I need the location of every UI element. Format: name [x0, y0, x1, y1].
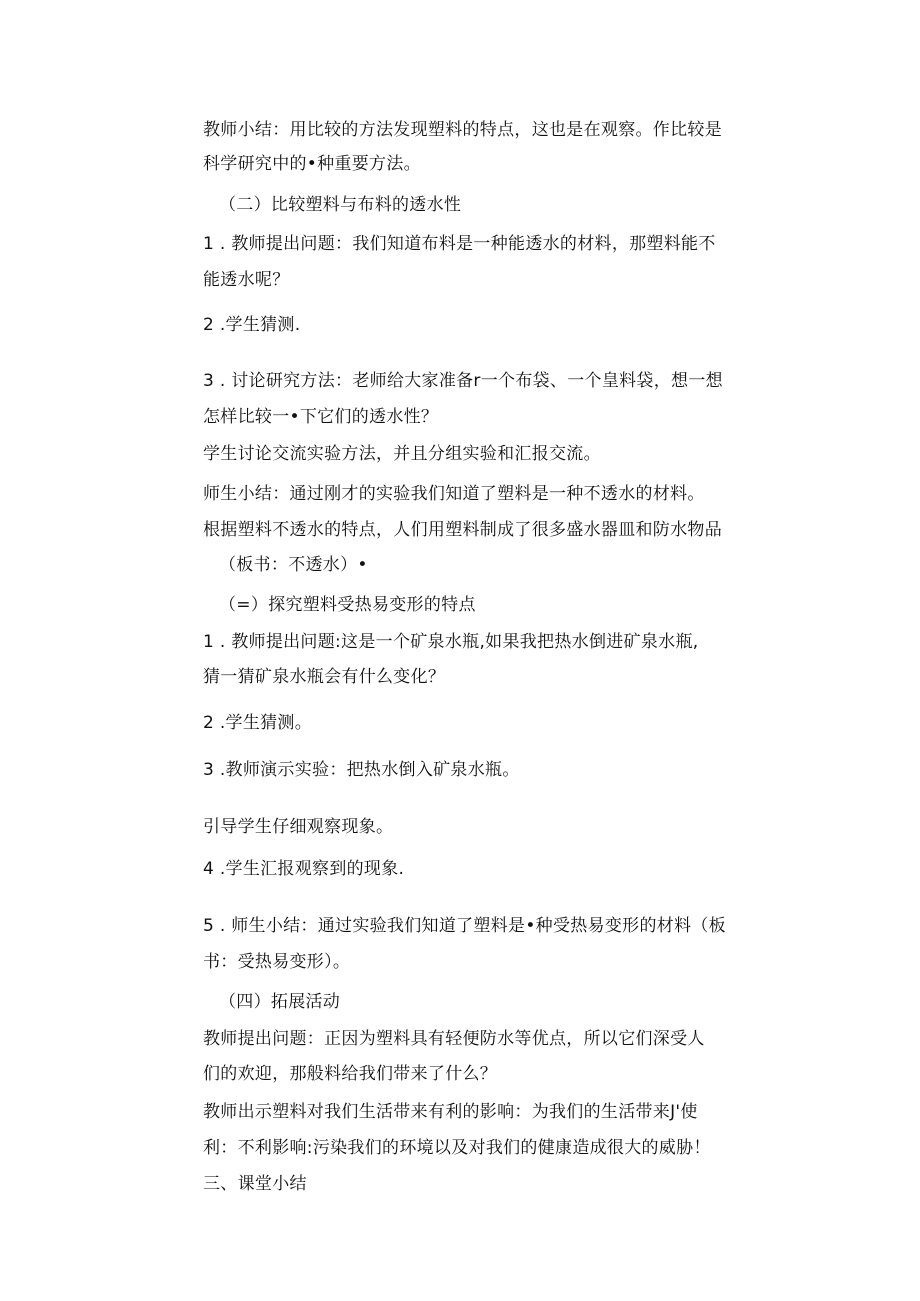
text-line-23: 教师提出问题：正因为塑料具有轻便防水等优点，所以它们深受人 [203, 1029, 705, 1049]
section-heading-3: （=）探究塑料受热易变形的特点 [219, 595, 476, 615]
section-heading-4: （四）拓展活动 [219, 992, 341, 1012]
text-line-9: 学生讨论交流实验方法，并且分组实验和汇报交流。 [203, 444, 601, 464]
text-line-7: 3 . 讨论研究方法：老师给大家准备r一个布袋、一个皇料袋，想一想 [203, 371, 723, 391]
text-line-12: （板书：不透水）• [219, 555, 368, 575]
text-line-10: 师生小结：通过刚才的实验我们知道了塑料是一种不透水的材料。 [203, 484, 705, 504]
text-line-25: 教师出示塑料对我们生活带来有利的影响：为我们的生活带来J'使 [203, 1102, 698, 1122]
text-line-24: 们的欢迎，那般料给我们带来了什么？ [203, 1064, 498, 1084]
text-line-6: 2 .学生猜测. [203, 315, 301, 335]
text-line-4: 1 . 教师提出问题：我们知道布料是一种能透水的材料，那塑料能不 [203, 234, 716, 254]
text-line-14: 1 . 教师提出问题:这是一个矿泉水瓶,如果我把热水倒进矿泉水瓶, [203, 632, 699, 652]
text-line-17: 3 .教师演示实验：把热水倒入矿泉水瓶。 [203, 760, 520, 780]
text-line-21: 书：受热易变形）。 [203, 952, 351, 972]
text-line-20: 5 . 师生小结：通过实验我们知道了塑料是•种受热易变形的材料（板 [203, 916, 726, 936]
text-line-11: 根据塑料不透水的特点，人们用塑料制成了很多盛水器皿和防水物品 [203, 520, 722, 540]
section-heading-2: （二）比较塑料与布料的透水性 [219, 195, 462, 215]
text-line-26: 利：不利影响:污染我们的环境以及对我们的健康造成很大的威胁！ [203, 1138, 711, 1158]
text-line-19: 4 .学生汇报观察到的现象. [203, 859, 405, 879]
text-line-5: 能透水呢？ [203, 270, 290, 290]
text-line-18: 引导学生仔细观察现象。 [203, 817, 394, 837]
text-line-15: 猜一猜矿泉水瓶会有什么变化？ [203, 667, 446, 687]
text-line-8: 怎样比较一•下它们的透水性？ [203, 407, 439, 427]
text-line-2: 科学研究中的•种重要方法。 [203, 154, 421, 174]
text-line-1: 教师小结：用比较的方法发现塑料的特点，这也是在观察。作比较是 [203, 120, 722, 140]
section-heading-classroom-summary: 三、课堂小结 [203, 1174, 307, 1194]
text-line-16: 2 .学生猜测。 [203, 713, 313, 733]
